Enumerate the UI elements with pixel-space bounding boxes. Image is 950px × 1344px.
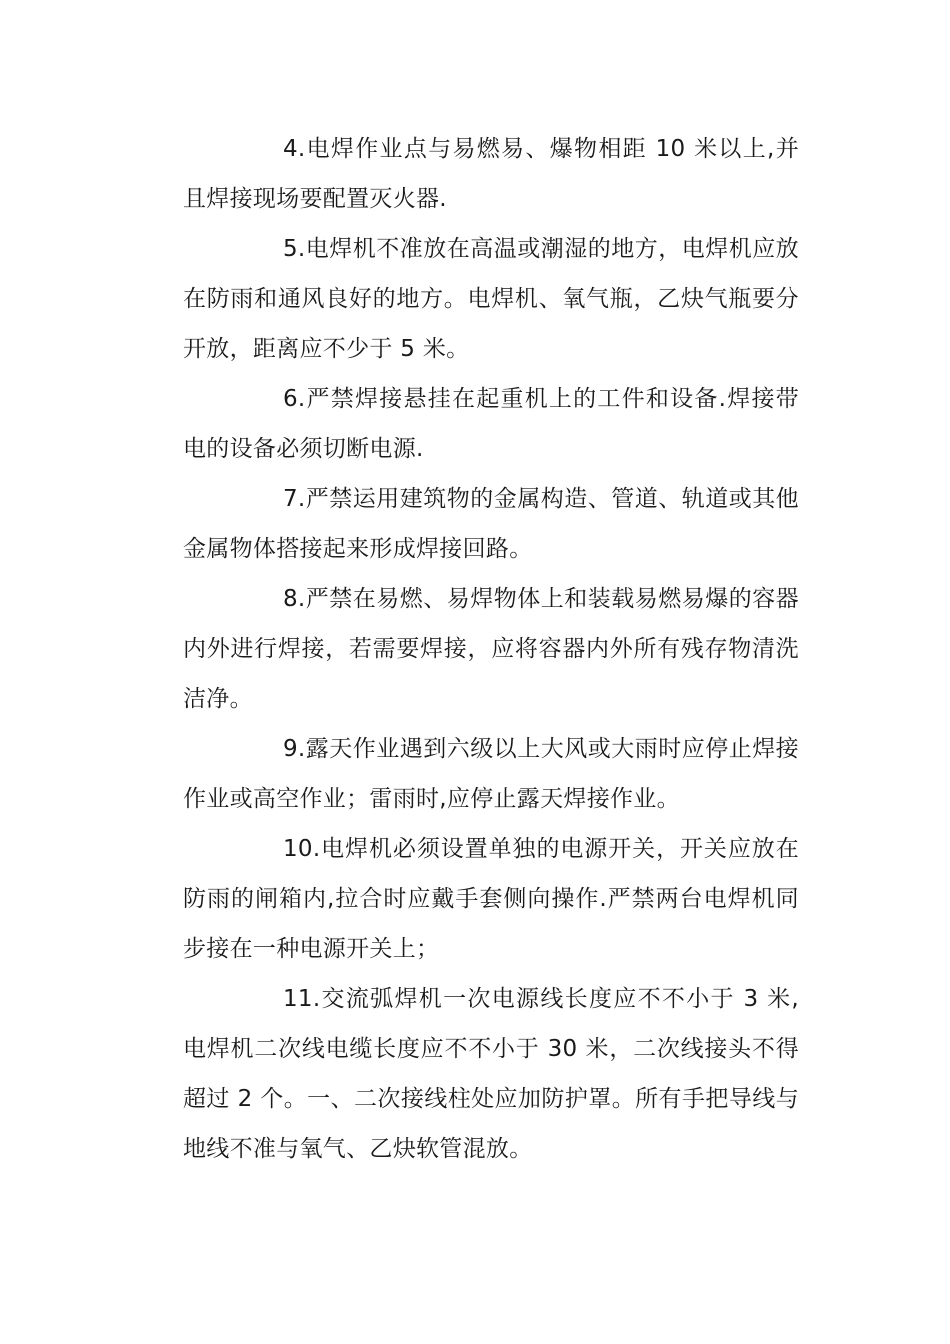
item-number: 7. — [283, 486, 306, 512]
list-item — [183, 374, 799, 474]
item-number: 8. — [283, 586, 306, 612]
item-text: 电焊机必须设置单独的电源开关，开关应放在防雨的闸箱内,拉合时应戴手套侧向操作.严禁两台电焊机同步接在一种电源开关上； — [183, 836, 799, 962]
list-item — [183, 574, 799, 724]
list-item — [183, 224, 799, 374]
item-number: 9. — [283, 736, 306, 762]
list-item — [183, 974, 799, 1174]
item-text: 电焊作业点与易燃易、爆物相距 10 米以上,并且焊接现场要配置灭火器. — [183, 136, 799, 212]
item-text: 严禁焊接悬挂在起重机上的工件和设备.焊接带电的设备必须切断电源. — [183, 386, 799, 462]
item-number: 5. — [283, 236, 306, 262]
item-text: 严禁在易燃、易焊物体上和装载易燃易爆的容器内外进行焊接，若需要焊接，应将容器内外所有残存物清洗洁净。 — [183, 586, 799, 712]
item-number: 6. — [283, 386, 306, 412]
item-text: 交流弧焊机一次电源线长度应不不小于 3 米,电焊机二次线电缆长度应不不小于 30 米，二次线接头不得超过 2 个。一、二次接线柱处应加防护罩。所有手把导线与地线不准与氧气、乙炔软管混放。 — [183, 986, 799, 1162]
list-item — [183, 474, 799, 574]
item-text: 严禁运用建筑物的金属构造、管道、轨道或其他金属物体搭接起来形成焊接回路。 — [183, 486, 799, 562]
item-number: 10. — [283, 836, 321, 862]
document-body — [183, 124, 799, 1174]
list-item — [183, 124, 799, 224]
list-item — [183, 824, 799, 974]
item-text: 电焊机不准放在高温或潮湿的地方，电焊机应放在防雨和通风良好的地方。电焊机、氧气瓶，乙炔气瓶要分开放，距离应不少于 5 米。 — [183, 236, 799, 362]
item-number: 4. — [283, 136, 306, 162]
item-text: 露天作业遇到六级以上大风或大雨时应停止焊接作业或高空作业；雷雨时,应停止露天焊接作业。 — [183, 736, 799, 812]
item-number: 11. — [283, 986, 321, 1012]
list-item — [183, 724, 799, 824]
